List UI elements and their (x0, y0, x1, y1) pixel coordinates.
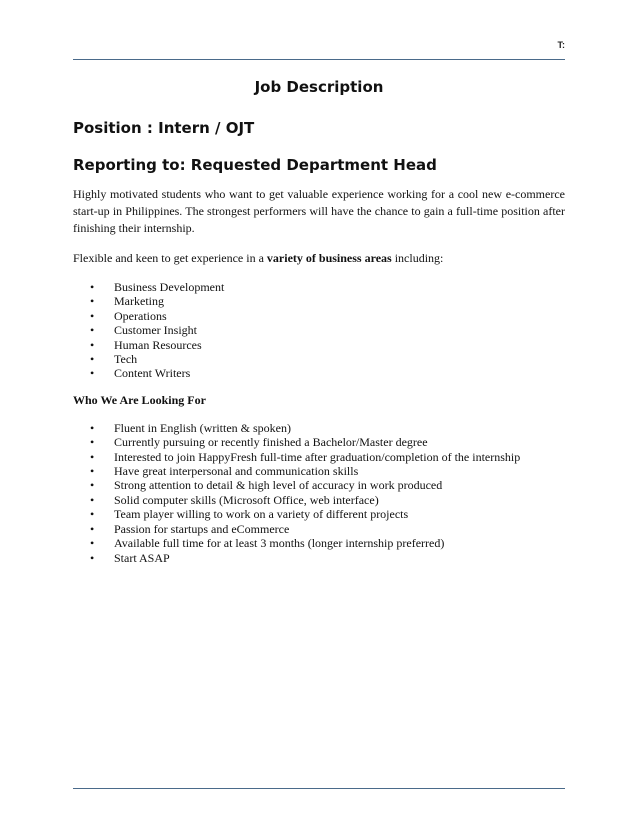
list-item-text: Human Resources (114, 337, 202, 352)
business-areas-list (73, 280, 565, 381)
list-item (73, 551, 565, 565)
bullet-icon: • (90, 420, 95, 435)
bullet-icon: • (90, 308, 95, 323)
list-item (73, 493, 565, 507)
bullet-icon: • (90, 337, 95, 352)
list-item-text: Solid computer skills (Microsoft Office, web interface) (114, 492, 379, 507)
list-item (73, 309, 565, 323)
bullet-icon: • (90, 521, 95, 536)
list-item-text: Marketing (114, 294, 164, 309)
page-marker: T: (557, 40, 565, 50)
list-item-text: Content Writers (114, 366, 191, 381)
list-item-text: Passion for startups and eCommerce (114, 521, 290, 536)
list-item-text: Business Development (114, 280, 225, 294)
list-item (73, 464, 565, 478)
list-item-text: Fluent in English (written & spoken) (114, 420, 291, 435)
bullet-icon: • (90, 507, 95, 522)
areas-intro-paragraph (73, 250, 565, 267)
list-item (73, 421, 565, 435)
bullet-icon: • (90, 478, 95, 493)
list-item (73, 450, 565, 464)
list-item (73, 280, 565, 294)
bullet-icon: • (90, 492, 95, 507)
bullet-icon: • (90, 550, 95, 565)
list-item (73, 338, 565, 352)
list-item-text: Currently pursuing or recently finished a Bachelor/Master degree (114, 435, 428, 450)
list-item-text: Team player willing to work on a variety of different projects (114, 507, 409, 522)
intro-paragraph: Highly motivated students who want to get valuable experience working for a cool new e-commerce start-up in Philippines. The strongest performers will have the chance to gain a full-time position after finishing their internship. (73, 187, 565, 235)
header-divider (73, 59, 565, 60)
areas-intro-after: including: (391, 251, 444, 265)
list-item-text: Have great interpersonal and communication skills (114, 464, 359, 479)
bullet-icon: • (90, 294, 95, 309)
bullet-icon: • (90, 449, 95, 464)
bullet-icon: • (90, 536, 95, 551)
looking-for-heading: Who We Are Looking For (73, 392, 206, 407)
list-item-text: Operations (114, 308, 167, 323)
requirements-list (73, 421, 565, 565)
list-item (73, 478, 565, 492)
bullet-icon: • (90, 435, 95, 450)
areas-intro-bold: variety of business areas (266, 251, 392, 265)
bullet-icon: • (90, 280, 95, 294)
list-item-text: Tech (114, 352, 138, 367)
position-heading: Position : Intern / OJT (73, 119, 255, 137)
list-item-text: Strong attention to detail & high level of accuracy in work produced (114, 478, 443, 493)
bullet-icon: • (90, 464, 95, 479)
list-item (73, 435, 565, 449)
footer-divider (73, 788, 565, 789)
list-item (73, 522, 565, 536)
document-title: Job Description (254, 78, 384, 96)
list-item (73, 536, 565, 550)
list-item (73, 366, 565, 380)
list-item-text: Interested to join HappyFresh full-time after graduation/completion of the internship (114, 449, 521, 464)
list-item-text: Start ASAP (114, 550, 170, 565)
list-item-text: Available full time for at least 3 months (longer internship preferred) (114, 536, 445, 551)
areas-intro-before: Flexible and keen to get experience in a (73, 251, 267, 265)
document-body (73, 76, 565, 565)
list-item-text: Customer Insight (114, 323, 197, 338)
list-item (73, 352, 565, 366)
bullet-icon: • (90, 323, 95, 338)
list-item (73, 323, 565, 337)
list-item (73, 507, 565, 521)
reporting-heading: Reporting to: Requested Department Head (73, 156, 437, 174)
list-item (73, 294, 565, 308)
bullet-icon: • (90, 352, 95, 367)
bullet-icon: • (90, 366, 95, 381)
